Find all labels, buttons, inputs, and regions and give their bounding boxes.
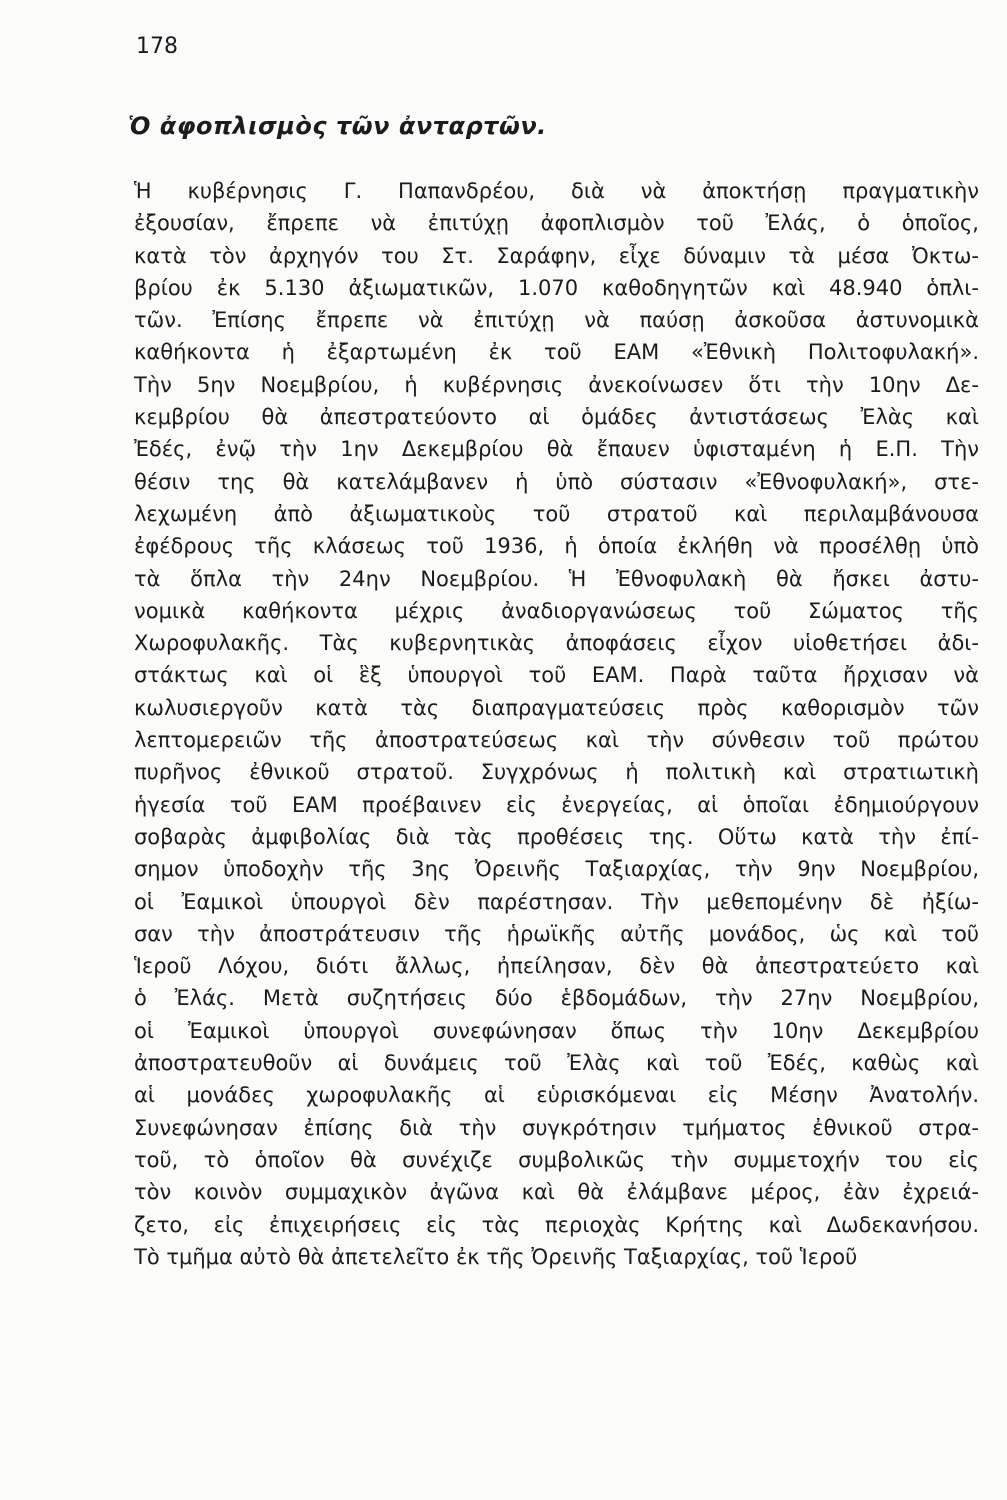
text-line: τὸν κοινὸν συμμαχικὸν ἀγῶνα καὶ θὰ ἐλάμβανε μέρος, ἐὰν ἐχρειά- <box>134 1180 979 1205</box>
text-line: σημον ὑποδοχὴν τῆς 3ης Ὀρεινῆς Ταξιαρχίας, τὴν 9ην Νοεμβρίου, <box>134 857 979 882</box>
text-line: Τὸ τμῆμα αὐτὸ θὰ ἀπετελεῖτο ἐκ τῆς Ὀρεινῆς Ταξιαρχίας, τοῦ Ἱεροῦ <box>134 1244 858 1269</box>
section-title: Ὁ ἀφοπλισμὸς τῶν ἀνταρτῶν. <box>128 112 547 140</box>
text-line: τοῦ, τὸ ὁποῖον θὰ συνέχιζε συμβολικῶς τὴν συμμετοχήν του εἰς <box>134 1147 979 1172</box>
text-line: τῶν. Ἐπίσης ἔπρεπε νὰ ἐπιτύχῃ νὰ παύσῃ ἀσκοῦσα ἀστυνομικὰ <box>134 308 979 333</box>
text-line: πυρῆνος ἐθνικοῦ στρατοῦ. Συγχρόνως ἡ πολιτικὴ καὶ στρατιωτικὴ <box>134 760 979 785</box>
text-line: Ἡ κυβέρνησις Γ. Παπανδρέου, διὰ νὰ ἀποκτήσῃ πραγματικὴν <box>134 179 979 203</box>
text-line: βρίου ἐκ 5.130 ἀξιωματικῶν, 1.070 καθοδηγητῶν καὶ 48.940 ὁπλι- <box>134 275 979 300</box>
text-line: αἱ μονάδες χωροφυλακῆς αἱ εὑρισκόμεναι εἰς Μέσην Ἀνατολήν. <box>134 1083 979 1108</box>
text-line: λεχωμένη ἀπὸ ἀξιωματικοὺς τοῦ στρατοῦ καὶ περιλαμβάνουσα <box>134 501 979 526</box>
text-line: Συνεφώνησαν ἐπίσης διὰ τὴν συγκρότησιν τμήματος ἐθνικοῦ στρα- <box>134 1115 979 1140</box>
text-line: τὰ ὅπλα τὴν 24ην Νοεμβρίου. Ἡ Ἐθνοφυλακὴ θὰ ἤσκει ἀστυ- <box>134 566 979 591</box>
text-line: οἱ Ἐαμικοὶ ὑπουργοὶ συνεφώνησαν ὅπως τὴν 10ην Δεκεμβρίου <box>134 1018 979 1043</box>
text-line: σοβαρὰς ἀμφιβολίας διὰ τὰς προθέσεις της. Οὕτω κατὰ τὴν ἐπί- <box>134 824 979 849</box>
text-line: ζετο, εἰς ἐπιχειρήσεις εἰς τὰς περιοχὰς Κρήτης καὶ Δωδεκανήσου. <box>134 1212 979 1237</box>
text-line: λεπτομερειῶν τῆς ἀποστρατεύσεως καὶ τὴν σύνθεσιν τοῦ πρώτου <box>134 728 979 753</box>
text-line: κατὰ τὸν ἀρχηγόν του Στ. Σαράφην, εἶχε δύναμιν τὰ μέσα Ὀκτω- <box>134 243 979 268</box>
text-line: οἱ Ἐαμικοὶ ὑπουργοὶ δὲν παρέστησαν. Τὴν μεθεπομένην δὲ ἠξίω- <box>134 889 979 914</box>
text-line: καθήκοντα ἡ ἐξαρτωμένη ἐκ τοῦ ΕΑΜ «Ἐθνικὴ Πολιτοφυλακή». <box>134 340 979 365</box>
text-line: Ἐδές, ἐνῷ τὴν 1ην Δεκεμβρίου θὰ ἔπαυεν ὑφισταμένη ἡ Ε.Π. Τὴν <box>134 437 979 462</box>
text-line: σαν τὴν ἀποστράτευσιν τῆς ἡρωϊκῆς αὐτῆς μονάδος, ὡς καὶ τοῦ <box>134 921 979 946</box>
body-text <box>134 175 979 1273</box>
text-line: ἀποστρατευθοῦν αἱ δυνάμεις τοῦ Ἐλὰς καὶ τοῦ Ἐδές, καθὼς καὶ <box>134 1051 979 1076</box>
text-line: ἐφέδρους τῆς κλάσεως τοῦ 1936, ἡ ὁποία ἐκλήθη νὰ προσέλθῃ ὑπὸ <box>134 534 979 559</box>
page-number: 178 <box>136 34 178 59</box>
text-line: κεμβρίου θὰ ἀπεστρατεύοντο αἱ ὁμάδες ἀντιστάσεως Ἐλὰς καὶ <box>134 405 979 430</box>
text-line: ἐξουσίαν, ἔπρεπε νὰ ἐπιτύχῃ ἀφοπλισμὸν τοῦ Ἐλάς, ὁ ὁποῖος, <box>134 211 979 236</box>
text-line: Τὴν 5ην Νοεμβρίου, ἡ κυβέρνησις ἀνεκοίνωσεν ὅτι τὴν 10ην Δε- <box>134 372 979 397</box>
text-line: ἡγεσία τοῦ ΕΑΜ προέβαινεν εἰς ἐνεργείας, αἱ ὁποῖαι ἐδημιούργουν <box>134 792 979 817</box>
text-line: Ἱεροῦ Λόχου, διότι ἄλλως, ἠπείλησαν, δὲν θὰ ἀπεστρατεύετο καὶ <box>134 954 979 979</box>
text-line: νομικὰ καθήκοντα μέχρις ἀναδιοργανώσεως τοῦ Σώματος τῆς <box>134 598 979 623</box>
text-line: κωλυσιεργοῦν κατὰ τὰς διαπραγματεύσεις πρὸς καθορισμὸν τῶν <box>134 695 979 720</box>
text-line: ὁ Ἐλάς. Μετὰ συζητήσεις δύο ἑβδομάδων, τὴν 27ην Νοεμβρίου, <box>134 986 979 1011</box>
text-line: θέσιν της θὰ κατελάμβανεν ἡ ὑπὸ σύστασιν «Ἐθνοφυλακή», στε- <box>134 469 979 494</box>
text-line: στάκτως καὶ οἱ ἓξ ὑπουργοὶ τοῦ ΕΑΜ. Παρὰ ταῦτα ἤρχισαν νὰ <box>134 663 979 688</box>
text-line: Χωροφυλακῆς. Τὰς κυβερνητικὰς ἀποφάσεις εἶχον υἱοθετήσει ἀδι- <box>134 631 979 656</box>
